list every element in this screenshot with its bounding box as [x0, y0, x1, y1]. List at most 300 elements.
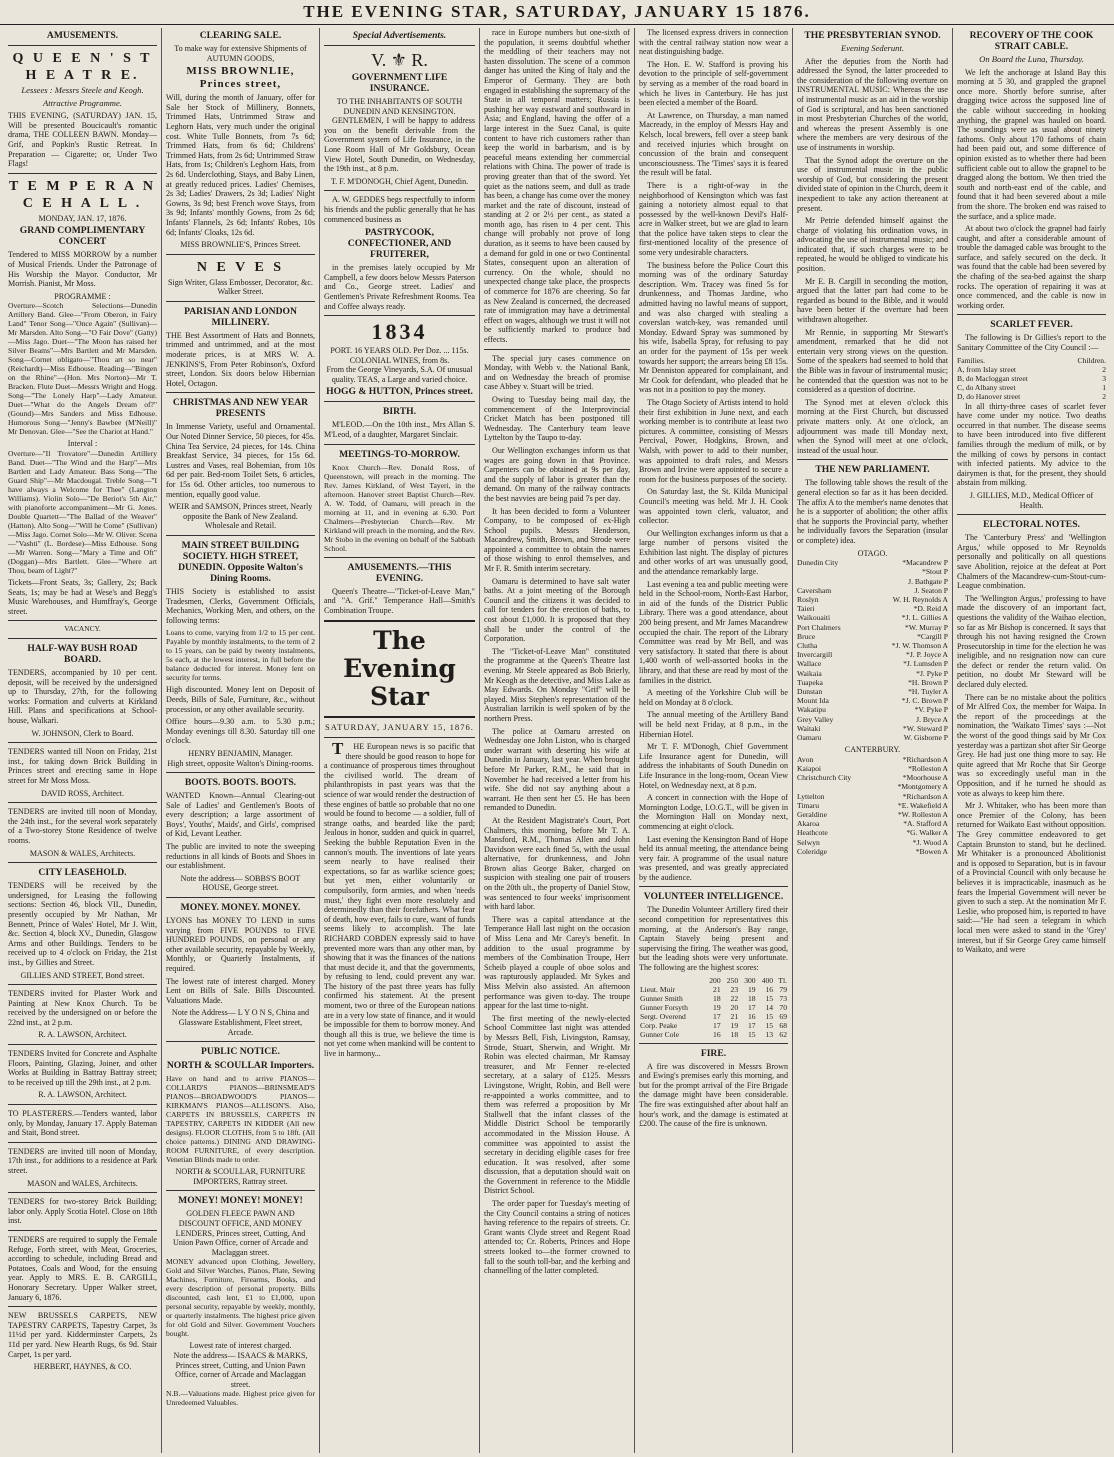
scores-cell: Gunner Smith: [640, 993, 683, 1003]
north-scoullar-body: Have on hand and to arrive PIANOS—COLLARD'S PIANOS—BRINSMEAD'S PIANOS—BROADWOOD'S PIANOS—KIRKMAN'S PIANOS—ALLISON'S. Also, CARPETS IN BRUSSELS, CARPETS IN TAPESTRY, CARPETS IN KIDDER (All new designs). FLOOR CLOTHS, from 5 to 18ft. (All choice patterns.) DINING AND DRAWING-ROOM FURNITURE, of every description. Venetian Blinds made to order.: [166, 1074, 315, 1165]
list-item-value: *Cargill P: [917, 631, 948, 641]
port-body: PORT. 16 YEARS OLD. Per Doz. ... 115s. COLONIAL WINES, from 8s.: [330, 346, 469, 365]
meetings-heading: MEETINGS-TO-MORROW.: [339, 448, 460, 460]
scores-cell: 69: [779, 1011, 787, 1021]
electoral-body-3: There can be no mistake about the politics of Mr Alfred Cox, the member for Waipa. In the report of the proceedings at the nomination, the 'Waikato Times' says :—Not the worst of the good things said by Mr Cox yesterday was a partizan shot after Sir George Grey. He had just one thing more to say. He quite agreed that Mr Roche that Sir George was so exceedingly useful man in the Opposition, and if he turned he should as vote as always to keep him there.: [957, 692, 1106, 798]
scores-cell: 17: [713, 1011, 721, 1021]
news-item-yorkshire: A meeting of the Yorkshire Club will be held on Monday at 8 o'clock.: [639, 688, 788, 707]
birth-body: M'LEOD.—On the 10th inst., Mrs Allan S. M'Leod, of a daughter, Margaret Sinclair.: [324, 420, 475, 440]
news-item-theatre: The "Ticket-of-Leave Man" constituted the programme at the Queen's Theatre last evening. Mr Steele appeared as Bob Brierly, Mr Keogh as the detective, and Miss Lake as May Edwards. On Monday "Grif" will be played. Miss Stephen's representation of the Australian larrikin is well spoken of by the northern Press.: [484, 646, 630, 723]
list-item-label: Mount Ida: [797, 696, 829, 706]
list-item: [797, 586, 948, 595]
scores-cell: 15: [765, 1011, 774, 1021]
list-item: [797, 733, 948, 742]
scarlet-sign: J. GILLIES, M.D., Medical Officer of Health.: [969, 490, 1094, 510]
clearing-sale-title: CLEARING SALE.: [199, 30, 282, 41]
list-item-label: Port Chalmers: [797, 622, 841, 632]
vacancy-label: VACANCY.: [64, 624, 101, 634]
list-item-value: *W. Steward P: [902, 723, 948, 733]
society-body: THIS Society is established to assist Tradesmen, Clerks, Government Officials, Mechanics, Working Men, and others, on the following terms:: [166, 586, 315, 625]
scores-cell: 79: [779, 984, 787, 994]
synod-body-2: That the Synod adopt the overture on the use of instrumental music in the public worship of God, but considering the present divided state of opinion in the Church, deem it inexpedient to take any action thereanent at present.: [797, 155, 948, 213]
scores-row: [639, 994, 788, 1003]
news-item-st-kilda: On Saturday last, the St. Kilda Municipal Council's meeting was held. Mr J. H. Cook was appointed town clerk, valuator, and collector.: [639, 487, 788, 526]
scores-cell: 18: [748, 993, 756, 1003]
list-item-label: Invercargill: [797, 650, 833, 660]
money-2-title: MONEY! MONEY! MONEY!: [178, 1195, 303, 1207]
fire-heading: FIRE.: [700, 1047, 727, 1059]
isaacs-marks-body: N.B.—Valuations made. Highest price given for Unredeemed Valuables.: [166, 1389, 315, 1408]
theatre-title: Q U E E N ' S T H E A T R E.: [12, 51, 153, 83]
hall-date: MONDAY, JAN. 17, 1876.: [38, 213, 127, 223]
list-item-value: J. Bryce A: [916, 714, 948, 724]
synod-body-3: Mr Petrie defended himself against the charge of violating his ordination vows, in advocating the use of instrumental music; and indicated that, if such charges were to be repeated, he would be obliged to vindicate his position.: [797, 216, 948, 274]
halfway-bush-title: HALF-WAY BUSH ROAD BOARD.: [27, 643, 138, 666]
leader-continued: race in Europe numbers but one-sixth of the population, it seems doubtful whether the meddling of their teachers may not hasten dissolution. The scene of a common danger has united the King of Italy and the Emperor of Germany. They are both engaged in establishing the supremacy of the State in all temporal matters; Russia is pushing her way eastward and southward in Asia; and England, having the offer of a large interest in the Suez Canal, is quite content to have rich customers rather than keep the world in barbarism, and is by peaceful means extending her commercial relations with China. The power of trade is proving greater than that of the sword. Yet quiet as the nations seem, and dull as trade has been, a change has come over the money market and the rate of discount, instead of standing at 2 or 2½ per cent., as stated a month ago, has risen to 4 per cent. This change will probably not prove of long duration, as it seems to have been caused by a demand for gold in one or two Continental States, consequent upon an alteration of currency. On the whole, should no unexpected change take place, the prospects of commerce for 1876 are cheering. So far as New Zealand is concerned, the decreased rate of immigration may have a detrimental effect on wages, although we trust it will not be sufficiently marked to produce bad effects.: [484, 28, 630, 344]
govt-insurance-sign: T. F. M'DONOGH, Chief Agent, Dunedin.: [330, 176, 469, 186]
list-item-label: Waitaki: [797, 723, 821, 733]
parliament-heading: THE NEW PARLIAMENT.: [815, 464, 930, 476]
brownlie-name: MISS BROWNLIE, Princes street,: [186, 65, 295, 91]
list-item-label: Tuapeka: [797, 677, 823, 687]
list-item: [797, 687, 948, 696]
list-item: [957, 365, 1106, 374]
scores-cell: 18: [730, 1029, 739, 1039]
scores-row: [639, 1012, 788, 1021]
golden-fleece-title: GOLDEN FLEECE PAWN AND DISCOUNT OFFICE, AND MONEY LENDERS, Princes street, Cutting, And Union Pawn Office, corner of Arcade and Maclaggan street.: [173, 1209, 308, 1257]
list-item-label: Roslyn: [797, 594, 819, 604]
neves-body: Sign Writer, Glass Embosser, Decorator, &c. Walker Street.: [168, 277, 313, 297]
column-7: [953, 28, 1110, 1453]
special-ads-heading: Special Advertisements.: [352, 30, 447, 41]
list-item-label: Oamaru: [797, 732, 822, 742]
interval-label: Interval :: [67, 439, 98, 449]
isaacs-marks: Note the address— ISAACS & MARKS, Princes street, Cutting, and Union Pawn Office, corner of Arcade and Maclaggan street.: [173, 1350, 308, 1389]
list-item-label: Bruce: [797, 631, 816, 641]
volunteer-body: The Dunedin Volunteer Artillery fired their second competition for representatives this morning, at the Anderson's Bay range, Captain Stavely being present and supervising the firing. The weather was good, but the leading shots were very unfortunate. The following are the highest scores:: [639, 905, 788, 973]
parisian-body: THE Best Assortment of Hats and Bonnets, trimmed and untrimmed, and at the most moderate prices, is at MRS W. A. JENKINS'S, From Peter Robinson's, Oxford street, London. Six doors below Hibernian Hotel, Octagon.: [166, 330, 315, 388]
news-item-stafford: The Hon. E. W. Stafford is proving his devotion to the principle of self-government by serving as a member of the road board in which he lives in Canterbury. He has just been elected a member of the Board.: [639, 59, 788, 108]
list-item: [797, 705, 948, 714]
column-6: [793, 28, 953, 1453]
news-item-volunteers: It has been decided to form a Volunteer Company, to be composed of ex-High School pupils. Messrs Henderson, Macandrew, Smith, Brown, and Strode were appointed a committee to obtain the names of those wishing to enrol themselves, and Mr F. R. Smith interim secretary.: [484, 506, 630, 574]
leasehold-title: CITY LEASEHOLD.: [38, 867, 127, 879]
electorates-otago-list: [797, 558, 948, 742]
list-item-value: *J. P. Joyce A: [906, 650, 948, 660]
columns: [4, 28, 1110, 1453]
clearing-sale-sub: To make way for extensive Shipments of AUTUMN GOODS,: [174, 44, 307, 63]
list-item: [797, 558, 948, 567]
list-item-value: *Montgomery A: [897, 782, 948, 792]
golden-fleece-body: MONEY advanced upon Clothing, Jewellery, Gold and Silver Watches, Pianos, Plate, Sewing Machines, Furniture, Firearms, Books, and every description of personal property. Bills discounted, cash lent, £1 to £1,000, upon personal security, repayable by weekly, monthly, or quarterly instalments. The highest price given for old Gold and Silver. Government Vouchers bought.: [166, 1257, 315, 1339]
list-item: [797, 792, 948, 801]
list-item: [797, 577, 948, 586]
scores-cell: 17: [748, 1002, 756, 1012]
news-item-court: At the Resident Magistrate's Court, Port Chalmers, this morning, before Mr T. A. Mansford, R.M., Thomas Allen and John Davidson were each fined 5s, with the usual alternative, for drunkenness, and John Brown alias George Baker, charged on suspicion with stealing one pair of trousers on the 20th ult., the property of Daniel Stow, was sentenced to four weeks' imprisonment with hard labor.: [484, 815, 630, 912]
list-item-label: Families.: [957, 355, 986, 365]
scores-header-cell: 200: [709, 975, 721, 985]
scarlet-heading: SCARLET FEVER.: [990, 319, 1073, 331]
synod-sub: Evening Sederunt.: [840, 43, 904, 53]
scarlet-body-2: In all thirty-three cases of scarlet fever have come under my notice. Two deaths occurred in that number. The disease seems to have been introduced into five different families through the medium of milk, or by the milking of cows by persons in contact with infected patients. My advice to the dairymen is that, for the present, they should abstain from milking.: [957, 401, 1106, 488]
news-item-benefit: There was a capital attendance at the Temperance Hall last night on the occasion of Miss Lena and Mr Carey's benefit. In addition to the usual programme by members of the Combination Troupe, Herr Scheib played a couple of oboe solos and was rapturously applauded. Mr Sykes and Miss Melvin also assisted. An afternoon performance was given to-day. The troupe appear for the last time to-night.: [484, 914, 630, 1011]
list-item-label: Dunstan: [797, 686, 823, 696]
list-item: [797, 828, 948, 837]
neves-title: N E V E S: [196, 259, 285, 275]
scores-cell: 14: [765, 1002, 774, 1012]
list-item: [797, 724, 948, 733]
list-item-value: J. Bathgate P: [908, 576, 948, 586]
list-item: [797, 623, 948, 632]
hogg-hutton: HOGG & HUTTON, Princes street.: [326, 386, 473, 398]
scores-cell: 18: [713, 993, 721, 1003]
column-5: [635, 28, 793, 1453]
list-item-label: Heathcote: [797, 828, 828, 838]
list-item: [797, 641, 948, 650]
list-item-label: Lyttelton: [797, 791, 825, 801]
birth-heading: BIRTH.: [383, 406, 416, 418]
electoral-heading: ELECTORAL NOTES.: [983, 519, 1080, 531]
list-item: [797, 567, 948, 576]
list-item: [797, 819, 948, 828]
list-item-label: [797, 567, 922, 576]
programme-part-1: Overture—Scotch Selections—Dunedin Artillery Band. Glee—"From Oberon, in Fairy Land" Tenor Song—"Once Again" (Sullivan)—Mr Marsden. Alto Song—"O Fair Dove" (Gatty)—Miss Jago. Duet—"The Moon has raised her Silver Beams"—Mrs Bartlett and Mr Marsden. Song—Cornet obligato—"Thou art so near" (Reichardt)—Miss Edhouse. Reading—"Bingen on the Rhine"—(Hon. Mrs Norton)—Mr T. Bracken. Flute Duet—Messrs Wright and Hogg. Song—"The Lonely Harp"—Lady Amateur. Duet—"What do the Angels Dream of?" (Gound)—Mrs Sanders and Miss Edhouse. Humorous Song—"Jenny's Bawbee (M'Neill)" Mr Denovan. Glee—"See the Chariot at Hand.": [8, 301, 157, 437]
scores-cell: 68: [779, 1020, 787, 1030]
royal-crest-icon: V. ⚜ R.: [371, 50, 428, 70]
news-item-arrest: The police at Oamaru arrested on Wednesday one John Liston, who is charged under warrant with deserting his wife at Dunedin in January, last year. When brought before Mr Parker, R.M., he said that in November he had received a letter from his wife. She did not say anything about a warrant. He then sent her £5. He has been remanded to Dunedin.: [484, 726, 630, 813]
wanted-body-2: The public are invited to note the sweeping reductions in all kinds of Boots and Shoes in our establishment.: [166, 842, 315, 871]
news-item-school-committee: The first meeting of the newly-elected School Committee last night was attended by Messrs Bell, Fish, Livingston, Ramsay, Strode, Stuart, Sherwin, and Wright. Mr Robin was elected chairman, Mr Ramsay treasurer, and Mr Fenner re-elected secretary, at a salary of £125. Messrs Livingstone, Wright, Robin, and Bell were re-appointed a works committee, and to them was referred a proposition by Mr Stallwell that the infant classes of the Middle District School be temporarily accommodated in the Mission House. A committee was appointed to assist the secretary in deciding eligible cases for free education. It was resolved, after some discussion, that a deputation should wait on the Government in reference to the Middle District School.: [484, 1013, 630, 1196]
cable-body-2: At about two o'clock the grapnel had fairly caught, and after a considerable amount of trouble the damaged cable was brought to the surface, and safely secured on the deck. It was found that the cable had been severed by the chafing of the sea-bed against the sharp rocks. The operation of repairing it was at once commenced, and the cable is now in working order.: [957, 224, 1106, 310]
list-item-label: Waikouaiti: [797, 613, 831, 623]
list-item: [797, 678, 948, 687]
scores-header-cell: 250: [726, 975, 739, 985]
list-item-value: *Macandrew P: [902, 558, 948, 568]
paper-title: The Evening Star: [343, 626, 456, 712]
synod-heading: THE PRESBYTERIAN SYNOD.: [804, 30, 941, 41]
north-scoullar-title: NORTH & SCOULLAR Importers.: [166, 1060, 315, 1072]
list-item-value: *J. Pyke P: [916, 668, 948, 678]
list-item-value: *J. Lumsden P: [903, 659, 948, 669]
theatre-lessees: Lessees : Messrs Steele and Keogh.: [21, 85, 144, 95]
scores-cell: 23: [730, 984, 739, 994]
society-title: MAIN STREET BUILDING SOCIETY. HIGH STREET, DUNEDIN. Opposite Walton's Dining Rooms.: [178, 539, 303, 584]
news-item-artillery-band: The annual meeting of the Artillery Band will be held next Friday, at 8 p.m., in the Hibernian Hotel.: [639, 710, 788, 739]
electoral-body-2: The 'Wellington Argus,' professing to have made the discovery of an important fact, questions the validity of the Waihao election, so far as Mr Bishop is concerned. It says that through his not having resigned the Crown Prosecutorship in time for the election he was ineligible, and no resignation now can cure the defect or render the return valid. On petition, no doubt Mr Steward will be declared duly elected.: [957, 593, 1106, 690]
scores-header-cell: 300: [744, 975, 756, 985]
masthead: THE EVENING STAR, SATURDAY, JANUARY 15 1876.: [0, 0, 1114, 25]
amusements-heading: AMUSEMENTS.: [46, 30, 119, 41]
list-item-value: *H. Tuyler A: [908, 686, 948, 696]
xmas-title: CHRISTMAS AND NEW YEAR PRESENTS: [172, 397, 309, 420]
list-item-value: *Moorhouse A: [902, 773, 948, 783]
scores-header-cell: [639, 976, 704, 985]
synod-body-4: Mr E. B. Cargill in seconding the motion, argued that the latter part had come to be regarded as bound to the Bible, and it would have been better if the overture had been withdrawn altogether.: [797, 276, 948, 325]
list-item: [797, 755, 948, 764]
list-item: [957, 356, 1106, 365]
list-item: [797, 847, 948, 856]
tenders-residence-sign: MASON & WALES, Architects.: [29, 848, 136, 858]
list-item-label: A, from Islay street: [957, 364, 1017, 374]
list-item-label: Grey Valley: [797, 714, 834, 724]
list-item: [797, 613, 948, 622]
geddes-body: A. W. GEDDES begs respectfully to inform his friends and the public generally that he has commenced business as: [324, 195, 475, 224]
electoral-body-4: Mr J. Whitaker, who has been more than once Premier of the Colony, has been returned for Waikato East without opposition. The Grey committee endeavored to get Captain Brunston to stand, but he declined. Mr Whitaker is a pronounced Abolitionist and is opposed to Separation, but is in favour of a Provincial Council with only because he believes it is impracticable, inasmuch as he fears the Imperial Government will never be given to such a step. At the nomination Mr F. Leslie, who proposed him, is reported to have said:—"He had seen a telegram in which local men were asked to stand in the 'Grey' interest, but if Sir George Grey came himself to Waikato, and were: [957, 801, 1106, 955]
list-item: [797, 650, 948, 659]
plasterers-notice: TO PLASTERERS.—Tenders wanted, labor only, by Monday, January 17. Apply Bateman and Stait, Bond street.: [8, 1109, 157, 1138]
xmas-body: In Immense Variety, useful and Ornamental. Our Noted Dinner Service, 50 pieces, for 45s. China Tea Service, 24 pieces, for 14s. China Breakfast Service, 34 pieces, for 15s 6d. Lustres and Vases, real Bohemian, from 10s 6d per pair. Bed-room Toilet Sets, 6 articles, for 15s 6d. Other articles, too numerous to mention, equally good value.: [166, 422, 315, 499]
scores-cell: 21: [730, 1011, 739, 1021]
list-item: [797, 801, 948, 810]
news-item-jury: The special jury cases commence on Monday, with Webb v. the National Bank, and on Wednesday the breach of promise case Abbey v. Stuart will be tried.: [484, 353, 630, 392]
list-item-label: Timaru: [797, 800, 820, 810]
news-item-cricket: Owing to Tuesday being mail day, the commencement of the Interprovincial Cricket Match has been postponed till Wednesday. The Canterbury team leave Lyttelton by the Taupo to-day.: [484, 394, 630, 443]
scarlet-list: [957, 356, 1106, 402]
boots-title: BOOTS. BOOTS. BOOTS.: [184, 777, 297, 789]
scores-cell: 16: [713, 1029, 721, 1039]
list-item-value: *Bowen A: [915, 846, 948, 856]
office-hours: Office hours—9.30 a.m. to 5.30 p.m.; Monday evenings till 8.30. Saturday till one o'clock.: [166, 717, 315, 746]
scores-cell: 15: [765, 993, 774, 1003]
lyons-body: LYONS has MONEY TO LEND in sums varying from FIVE POUNDS to FIVE HUNDRED POUNDS, on personal or any other available security, repayable by Weekly, Monthly, or Quarterly Instalments, if required.: [166, 916, 315, 973]
list-item-value: *J. C. Brown P: [901, 696, 948, 706]
list-item-value: *Richardson A: [902, 791, 948, 801]
column-1: [4, 28, 162, 1453]
leasehold-body: TENDERS will be received by the undersigned, for Leasing the following sections: Section 46, block VII., Dunedin, presently occupied by Mr Nathan, Mr Bennett, Prince of Wales' Hotel, Mr J. Witt, &c. Section 4, block XV., Dunedin, Glasgow Arms and other Buildings. Tenders to be received up to 4 o'clock on Friday, the 21st inst., by Gillies and Street.: [8, 881, 157, 967]
hall-title: T E M P E R A N C E H A L L .: [8, 178, 157, 211]
parliament-body: The following table shows the result of the general election so far as it has been decided. The affix A to the member's name denotes that he is a supporter of abolition; the other affix that he supports the Provincial party, whether he individually favors the Separation (insular or complete) idea.: [797, 478, 948, 545]
list-item-label: Christchurch City: [797, 773, 852, 783]
list-item: [797, 604, 948, 613]
money-title: MONEY. MONEY. MONEY.: [180, 902, 301, 914]
tickets-info: Tickets—Front Seats, 3s; Gallery, 2s; Back Seats, 1s; may be had at Wese's and Begg's Music Warehouses, and Humffray's, George street.: [8, 577, 157, 616]
weir-samson: WEIR and SAMSON, Princes street, Nearly opposite the Bank of New Zealand. Wholesale and Retail.: [168, 502, 313, 531]
amusements-tonight-body: Queen's Theatre—"Ticket-of-Leave Man," and "A. Grif." Temperance Hall—Smith's Combination Troupe.: [324, 586, 475, 615]
scores-row: [639, 1021, 788, 1030]
scores-table: [639, 976, 788, 1039]
tenders-brick-sign: DAVID ROSS, Architect.: [40, 788, 125, 798]
synod-body-1: After the deputies from the North had addressed the Synod, the latter proceeded to the consideration of the following overture on INSTRUMENTAL MUSIC: Whereas the use of instrumental music as an aid in the worship of God is scriptural, and has been sanctioned in most Presbyterian Churches of the world, and whereas the present Assembly is one where the members are very desirous of the use of instruments in worship.: [797, 56, 948, 152]
lyons-body-2: The lowest rate of interest charged. Money Lent on Bills of Sale. Bills Discounted. Valuations Made.: [166, 976, 315, 1005]
scores-cell: Corp. Peake: [640, 1020, 678, 1030]
hall-concert: GRAND COMPLIMENTARY CONCERT: [19, 225, 146, 248]
tenders-brick: TENDERS wanted till Noon on Friday, 21st inst., for taking down Brick Building in Princes street and erecting same in Hope street for Mr Moss Moss.: [8, 747, 157, 786]
list-item-label: Geraldine: [797, 809, 827, 819]
list-item-label: Taieri: [797, 604, 815, 614]
lyons-address: Note the Address— L Y O N S, China and Glassware Establishment, Fleet street, Arcade.: [171, 1008, 310, 1037]
canterbury-label: CANTERBURY.: [844, 745, 901, 755]
scores-cell: 19: [713, 1002, 721, 1012]
column-4: [480, 28, 635, 1453]
programme-part-2: Overture—"Il Trovatore"—Dunedin Artillery Band. Duet—"The Wind and the Harp"—Mrs Bartlett and Lady Amateur. Bass Song—"The Guard Ship"—Mr Macdougal. Treble Song—"I have always a Welcome for Thee" (Langton Williams). Violin Solo—"De Beriot's 5th Air," with pianoforte accompaniment—Mr G. Jones. Double Quartett—"The Ballad of the Weaver" (Hatton). Alto Song—"Will he Come" (Sullivan)—Miss Jago. Cornet Solo—Mr W. Oliver. Scena—"Vashti" (L. Bordese)—Miss Edhouse. Song—Mr Warren. Song—"Mary a Time and Oft" (Doggan)—Mrs Bartlett. Glee—"Where art Thou, beam of Light?": [8, 448, 157, 575]
list-item-value: 1: [1102, 383, 1106, 393]
list-item: [797, 659, 948, 668]
office-sign: HENRY BENJAMIN, Manager.: [188, 748, 293, 758]
list-item-value: J. Seaton P: [914, 585, 948, 595]
halfway-bush-body: TENDERS, accompanied by 10 per cent. deposit, will be received by the undersigned up to Thursday, 27th, for the following works: Formation and culverts at Kirkland Hill. Plans and specifications at School-house, Walkari.: [8, 668, 157, 726]
leasehold-sign: GILLIES AND STREET, Bond street.: [20, 970, 145, 980]
wine-body: From the George Vineyards, S.A. Of unusual quality. TEAS, a Large and varied choice.: [326, 365, 473, 384]
scores-header-cell: 400: [761, 975, 774, 985]
list-item-value: W. H. Reynolds A: [892, 594, 948, 604]
society-body-2: Loans to come, varying from 1/2 to 15 per cent. Payable by monthly instalments, to the term of 2 to 15 years, can be paid by twenty instalments, 5s each, at the lowest interest, in full before the balance deducted for interest. Money lent on security for terms.: [166, 628, 315, 683]
office-address: High street, opposite Walton's Dining-rooms.: [167, 758, 314, 768]
list-item-label: Selwyn: [797, 837, 820, 847]
list-item-value: *J. L. Gillies A: [901, 613, 948, 623]
list-item-label: Caversham: [797, 585, 832, 595]
tenders-two-storey: TENDERS for two-storey Brick Building; labor only. Apply Scotia Hotel. Close on 18th inst.: [8, 1197, 157, 1226]
scores-cell: 19: [748, 984, 756, 994]
list-item-label: Coleridge: [797, 846, 827, 856]
female-refuge: TENDERS are required to supply the Female Refuge, Forth street, with Meat, Groceries, according to schedule, including Bread and Potatoes, Coals and Wood, for the ensuing year. Apply to MRS. E. B. CARGILL, Honorary Secretary. Upper Walker street, January 6, 1876.: [8, 1234, 157, 1302]
list-item-label: Dunedin City: [797, 558, 839, 568]
theatre-body: THIS EVENING, (SATURDAY) JAN. 15, Will be presented Boucicault's romantic drama, THE COLLEEN BAWN. Monday—Grif, and Popkin's Rustic Retreat. In Preparation — Cigarette; or, Under Two Flags!: [8, 111, 157, 169]
list-item: [797, 632, 948, 641]
list-item-label: B, do Macloggan street: [957, 374, 1028, 384]
list-item-label: Waikaia: [797, 668, 822, 678]
news-item-council: The order paper for Tuesday's meeting of the City Council contains a string of notices having reference to the repairs of streets. Cr. Grant wants Clyde street and Regent Road attended to; Cr. Roberts, Princes and Hope streets looked to—the former crowned to fall to the south toll-bar, and the kerbing and channelling of the latter completed.: [484, 1199, 630, 1276]
tenders-addition-sign: MASON and WALES, Architects.: [27, 1178, 138, 1188]
scores-cell: Lieut. Muir: [640, 984, 676, 994]
list-item: [797, 782, 948, 791]
list-item: [797, 773, 948, 782]
list-item-label: Clutha: [797, 640, 818, 650]
programme-heading: PROGRAMME :: [54, 291, 111, 301]
list-item-label: [797, 577, 908, 586]
hall-body: Tendered to MISS MORROW by a number of Musical Friends. Under the Patronage of His Worship the Mayor. Conductor, Mr Morrish. Pianist, Mr Moss.: [8, 250, 157, 289]
column-2: [162, 28, 320, 1453]
list-item-value: *D. Reid A: [913, 604, 948, 614]
list-item-value: *E. Wakefield A: [897, 800, 948, 810]
scores-cell: 15: [748, 1029, 756, 1039]
list-item-label: D, do Hanover street: [957, 392, 1021, 402]
scores-cell: 73: [779, 993, 787, 1003]
list-item-value: *A. Stafford A: [903, 819, 948, 829]
list-item-value: *W. Rolleston A: [897, 809, 948, 819]
carpets-ad: NEW BRUSSELS CARPETS, NEW TAPESTRY CARPETS, Tapestry Carpet, 3s 11½d per yard. Kidderminster Carpets, 2s 11d per yard. New Hearth Rugs, 6s 9d. Stair Carpet, 1s per yard.: [8, 1311, 157, 1359]
port-year: 1834: [371, 319, 428, 345]
geddes-trade: PASTRYCOOK, CONFECTIONER, AND FRUITERER,: [347, 227, 452, 261]
sobbs-address: Note the address— SOBBS'S BOOT HOUSE, George street.: [180, 873, 301, 893]
scores-cell: 20: [730, 1002, 739, 1012]
list-item-label: C, do Albany street: [957, 383, 1016, 393]
list-item-value: *Richardson A: [902, 754, 948, 764]
amusements-tonight: AMUSEMENTS.—THIS EVENING.: [347, 561, 452, 584]
news-item-exhibition: Our Wellington exchanges inform us that a large number of persons visited the Exhibition last night. The display of pictures and other works of art was unusually good, and the attendance remarkably large.: [639, 528, 788, 577]
volunteer-heading: VOLUNTEER INTELLIGENCE.: [643, 891, 784, 903]
news-item-drivers: The licensed express drivers in connection with the central railway station now wear a neat distinguishing badge.: [639, 28, 788, 57]
news-item-band-of-hope: Last evening the Kensington Band of Hope held its annual meeting, the attendance being very fair. A programme of the usual nature was presented, and was greatly appreciated by the audience.: [639, 834, 788, 882]
scores-cell: Sergt. Overend: [640, 1011, 686, 1021]
list-item: [797, 715, 948, 724]
list-item: [797, 764, 948, 773]
news-item-concert: A concert in connection with the Hope of Mornington Lodge, I.O.G.T., will be given in the Mornington Hall on Monday next, commencing at eight o'clock.: [639, 793, 788, 831]
list-item: [957, 383, 1106, 392]
news-item-artists: The Otago Society of Artists intend to hold their first exhibition in June next, and each working member is to contribute at least two pictures. A committee, consisting of Messrs Percival, Power, Hodgkins, Brown, and Walsh, with power to add to their number, was appointed to draft rules, and Messrs Brown and Irvine were appointed to secure a room for the business purposes of the society.: [639, 397, 788, 484]
list-item: [797, 669, 948, 678]
news-item-wages: Our Wellington exchanges inform us that wages are going down in that Province. Carpenters can be obtained at 9s per day, and the supply of labor is greater than the demand. On many of the railway contracts the best navvies are being paid 7s per day.: [484, 445, 630, 503]
deposit-body: High discounted. Money lent on Deposit of Deeds, Bills of Sale, Furniture, &c., without procession, or any other available security.: [166, 685, 315, 714]
brownlie-foot: MISS BROWNLIE'S, Princes Street.: [180, 240, 301, 250]
north-scoullar-sign: NORTH & SCOULLAR, FURNITURE IMPORTERS, Rattray street.: [175, 1167, 306, 1186]
meetings-body: Knox Church—Rev. Donald Ross, of Queenstown, will preach in the morning. The Rev. James Kirkland, of West Tayeri, in the afternoon. Hanover street Baptist Church—Rev. A. W. Todd, of Oamaru, will preach in the morning at 11, and in evening at 6.30. Port Chalmers—Presbyterian Church—Rev. Mr Kirkland will preach in the morning, and the Rev. Mr Stobo in the evening on behalf of the Sabbath School.: [324, 462, 475, 553]
list-item: [957, 374, 1106, 383]
list-item-value: *Stout P: [922, 567, 948, 577]
scores-cell: 16: [765, 984, 774, 994]
tenders-plaster: TENDERS invited for Plaster Work and Painting at New Knox Church. To be received by the undersigned on or before the 22nd inst., at 2 p.m.: [8, 989, 157, 1027]
govt-insurance-body: GENTLEMEN, I will be happy to address you on the benefit derivable from the Government system of Life Insurance, in the Lone Room Hall of Mr Goldsbury, Ocean View Hotel, South Dunedin, on Wednesday, the 19th inst., at 8 p.m.: [324, 116, 475, 174]
list-item: [957, 392, 1106, 401]
scores-row: [639, 1003, 788, 1012]
synod-body-6: The Synod met at eleven o'clock this morning at the First Church, but discussed private matters only. At one o'clock, an adjournment was made till Monday next, when the Synod will meet at one o'clock, instead of the usual hour.: [797, 397, 948, 455]
brownlie-body: Will, during the month of January, offer for Sale her Stock of Millinery, Bonnets, Trimmed Hats, Untrimmed Straw and Leghorn Hats, very much under the original cost. White Tulle Bonnets, from 7s 6d; Trimmed Hats, from 6s 6d; Childrens' Trimmed Hats, from 2s 6d; Untrimmed Straw Hats, from 1s; Children's Leghorn Hats, from 2s 6d. Underclothing, Stays, and Baby Linen, at greatly reduced prices. Ladies' Chemises, 2s 3d; Ladies' Drawers, 2s 3d; Ladies' Night Gowns, 3s 9d; best French wove Stays, from 3s 9d; Infants' monthly Gowns, from 2s 6d; Infants' Flannels, 2s 6d; Infants' Robes, 10s 6d; Infants' Cloaks, 12s 6d.: [166, 93, 315, 237]
scores-header-cell: Tl.: [778, 975, 787, 985]
paper-date: SATURDAY, JANUARY 15, 1876.: [325, 722, 474, 733]
list-item-value: *V. Pyke P: [914, 705, 948, 715]
list-item-value: 2: [1102, 364, 1106, 374]
list-item: [797, 810, 948, 819]
list-item-value: *H. Brown P: [908, 677, 948, 687]
scores-cell: 22: [730, 993, 739, 1003]
scarlet-body: The following is Dr Gillies's report to the Sanitary Committee of the City Council :—: [957, 333, 1106, 353]
theatre-attractive: Attractive Programme.: [43, 97, 122, 108]
halfway-bush-sign: W. JOHNSON, Clerk to Board.: [31, 728, 134, 738]
list-item-value: *W. Murray P: [905, 622, 948, 632]
list-item-value: *Rolleston A: [908, 763, 948, 773]
electoral-body-1: The 'Canterbury Press' and 'Wellington Argus,' while opposed to Mr Reynolds personally and politically on all questions save Abolition, rejoice at the defeat at Port Chalmers of the Macandrew-cum-Stout-cum-League combination.: [957, 533, 1106, 591]
scores-row: [639, 1030, 788, 1039]
list-item: [797, 696, 948, 705]
list-item-label: Akaroa: [797, 819, 820, 829]
tenders-concrete: TENDERS Invited for Concrete and Asphalte Floors, Painting, Glazing, Joiner, and other Works at Building in Battray Battray street; to be received up till the 29th inst., at 2 p.m.: [8, 1049, 157, 1087]
cable-sub: On Board the Luna, Thursday.: [979, 54, 1084, 64]
scores-cell: Gunner Forsyth: [640, 1002, 688, 1012]
list-item-value: W. Gisborne P: [903, 732, 948, 742]
scores-cell: 19: [730, 1020, 739, 1030]
tenders-plaster-sign: R. A. LAWSON, Architect.: [38, 1030, 127, 1040]
list-item-value: *J. W. Thomson A: [891, 640, 948, 650]
list-item-label: Kaiapoi: [797, 763, 822, 773]
synod-body-5: Mr Rennie, in supporting Mr Stewart's amendment, remarked that he did not entertain very strong views on the question. Some of the speakers had seemed to hold that the Bible was in favour of instrumental music; he contended that the question was not to be considered as a question of doctrine.: [797, 327, 948, 395]
list-item-label: Wakatipu: [797, 705, 826, 715]
list-item-label: Avon: [797, 754, 814, 764]
otago-label: OTAGO.: [857, 548, 888, 558]
electorates-canterbury-list: [797, 755, 948, 856]
scores-cell: 17: [713, 1020, 721, 1030]
list-item-value: *G. Walker A: [906, 828, 948, 838]
list-item-label: [797, 782, 898, 791]
list-item-value: *J. Wood A: [912, 837, 948, 847]
list-item-value: 3: [1102, 374, 1106, 384]
news-item-oamaru-baths: Oamaru is determined to have salt water baths. At a joint meeting of the Borough Council and the citizens it was decided to call for tenders for the erection of baths, to cost about £1,000. It is proposed that they shall be under the control of the Corporation.: [484, 576, 630, 644]
scores-cell: 17: [748, 1020, 756, 1030]
geddes-body-2: in the premises lately occupied by Mr Campbell, a few doors below Messrs Paterson and Co., George street. Ladies' and Gentlemen's Private Refreshment Rooms. Tea and Coffee always ready.: [324, 263, 475, 311]
scores-cell: 21: [713, 984, 721, 994]
govt-insurance-to: TO THE INHABITANTS OF SOUTH DUNEDIN AND KENSINGTON.: [336, 97, 463, 116]
carpets-sign: HERBERT, HAYNES, & CO.: [33, 1362, 132, 1372]
list-item-label: Wallace: [797, 659, 822, 669]
scores-cell: 16: [748, 1011, 756, 1021]
scores-cell: 70: [779, 1002, 787, 1012]
scores-row: [639, 985, 788, 994]
news-item-library: Last evening a tea and public meeting were held in the School-room, North-East Harbor, in aid of the funds of the District Public Library. There was a good attendance, about 200 being present, and Mr James Macandrew occupied the chair. The report of the Library Committee was read by Mr Bell, and was very satisfactory. It stated that there is about 1,400 worth of well-assorted books in the library, and that these are read by most of the families in the district.: [639, 579, 788, 685]
news-item-police-court: The business before the Police Court this morning was of the ordinary Saturday description. Wm. Tracey was fined 5s for drunkenness, and Thomas Jardine, who admitted having no lawful means of support, and was also charged with stealing a coverslan watch-key, was remanded until Monday. Edward Spray was summoned by his wife, Isabella Spray, for refusing to pay an order for the payment of 15s per week towards her support; the arrears being £8 15s. Mr Denniston appeared for complainant, and Mr Cook for defendant, who pleaded that he was not in a position to pay the money.: [639, 260, 788, 395]
news-item-lawrence: At Lawrence, on Thursday, a man named Macready, in the employ of Messrs Hay and Kelsch, local brewers, fell over a steep bank and received injuries which brought on concussion of the brain and consequent unconsciousness. The 'Times' says it is feared the result will be fatal.: [639, 110, 788, 178]
fire-body: A fire was discovered in Messrs Brown and Ewing's premises early this morning, and but for the prompt arrival of the Fire Brigade the damage might have been considerable. The fire was extinguished after about half an hour's work, and the damage is estimated at £200. The cause of the fire is unknown.: [639, 1061, 788, 1129]
news-item-kensington: There is a right-of-way in the neighborhood of Kensington which was fast gaining a notoriety almost equal to that possessed by the well-known Devil's Half-acre in Walker street, but we are glad to learn that the police have taken steps to clear the first-mentioned locality of the presence of some very undesirable characters.: [639, 180, 788, 258]
scores-cell: 13: [765, 1029, 774, 1039]
tenders-residence: TENDERS are invited till noon of Monday, the 24th inst., for the several work separately of a Two-storey Stone Residence of twelve rooms.: [8, 807, 157, 845]
